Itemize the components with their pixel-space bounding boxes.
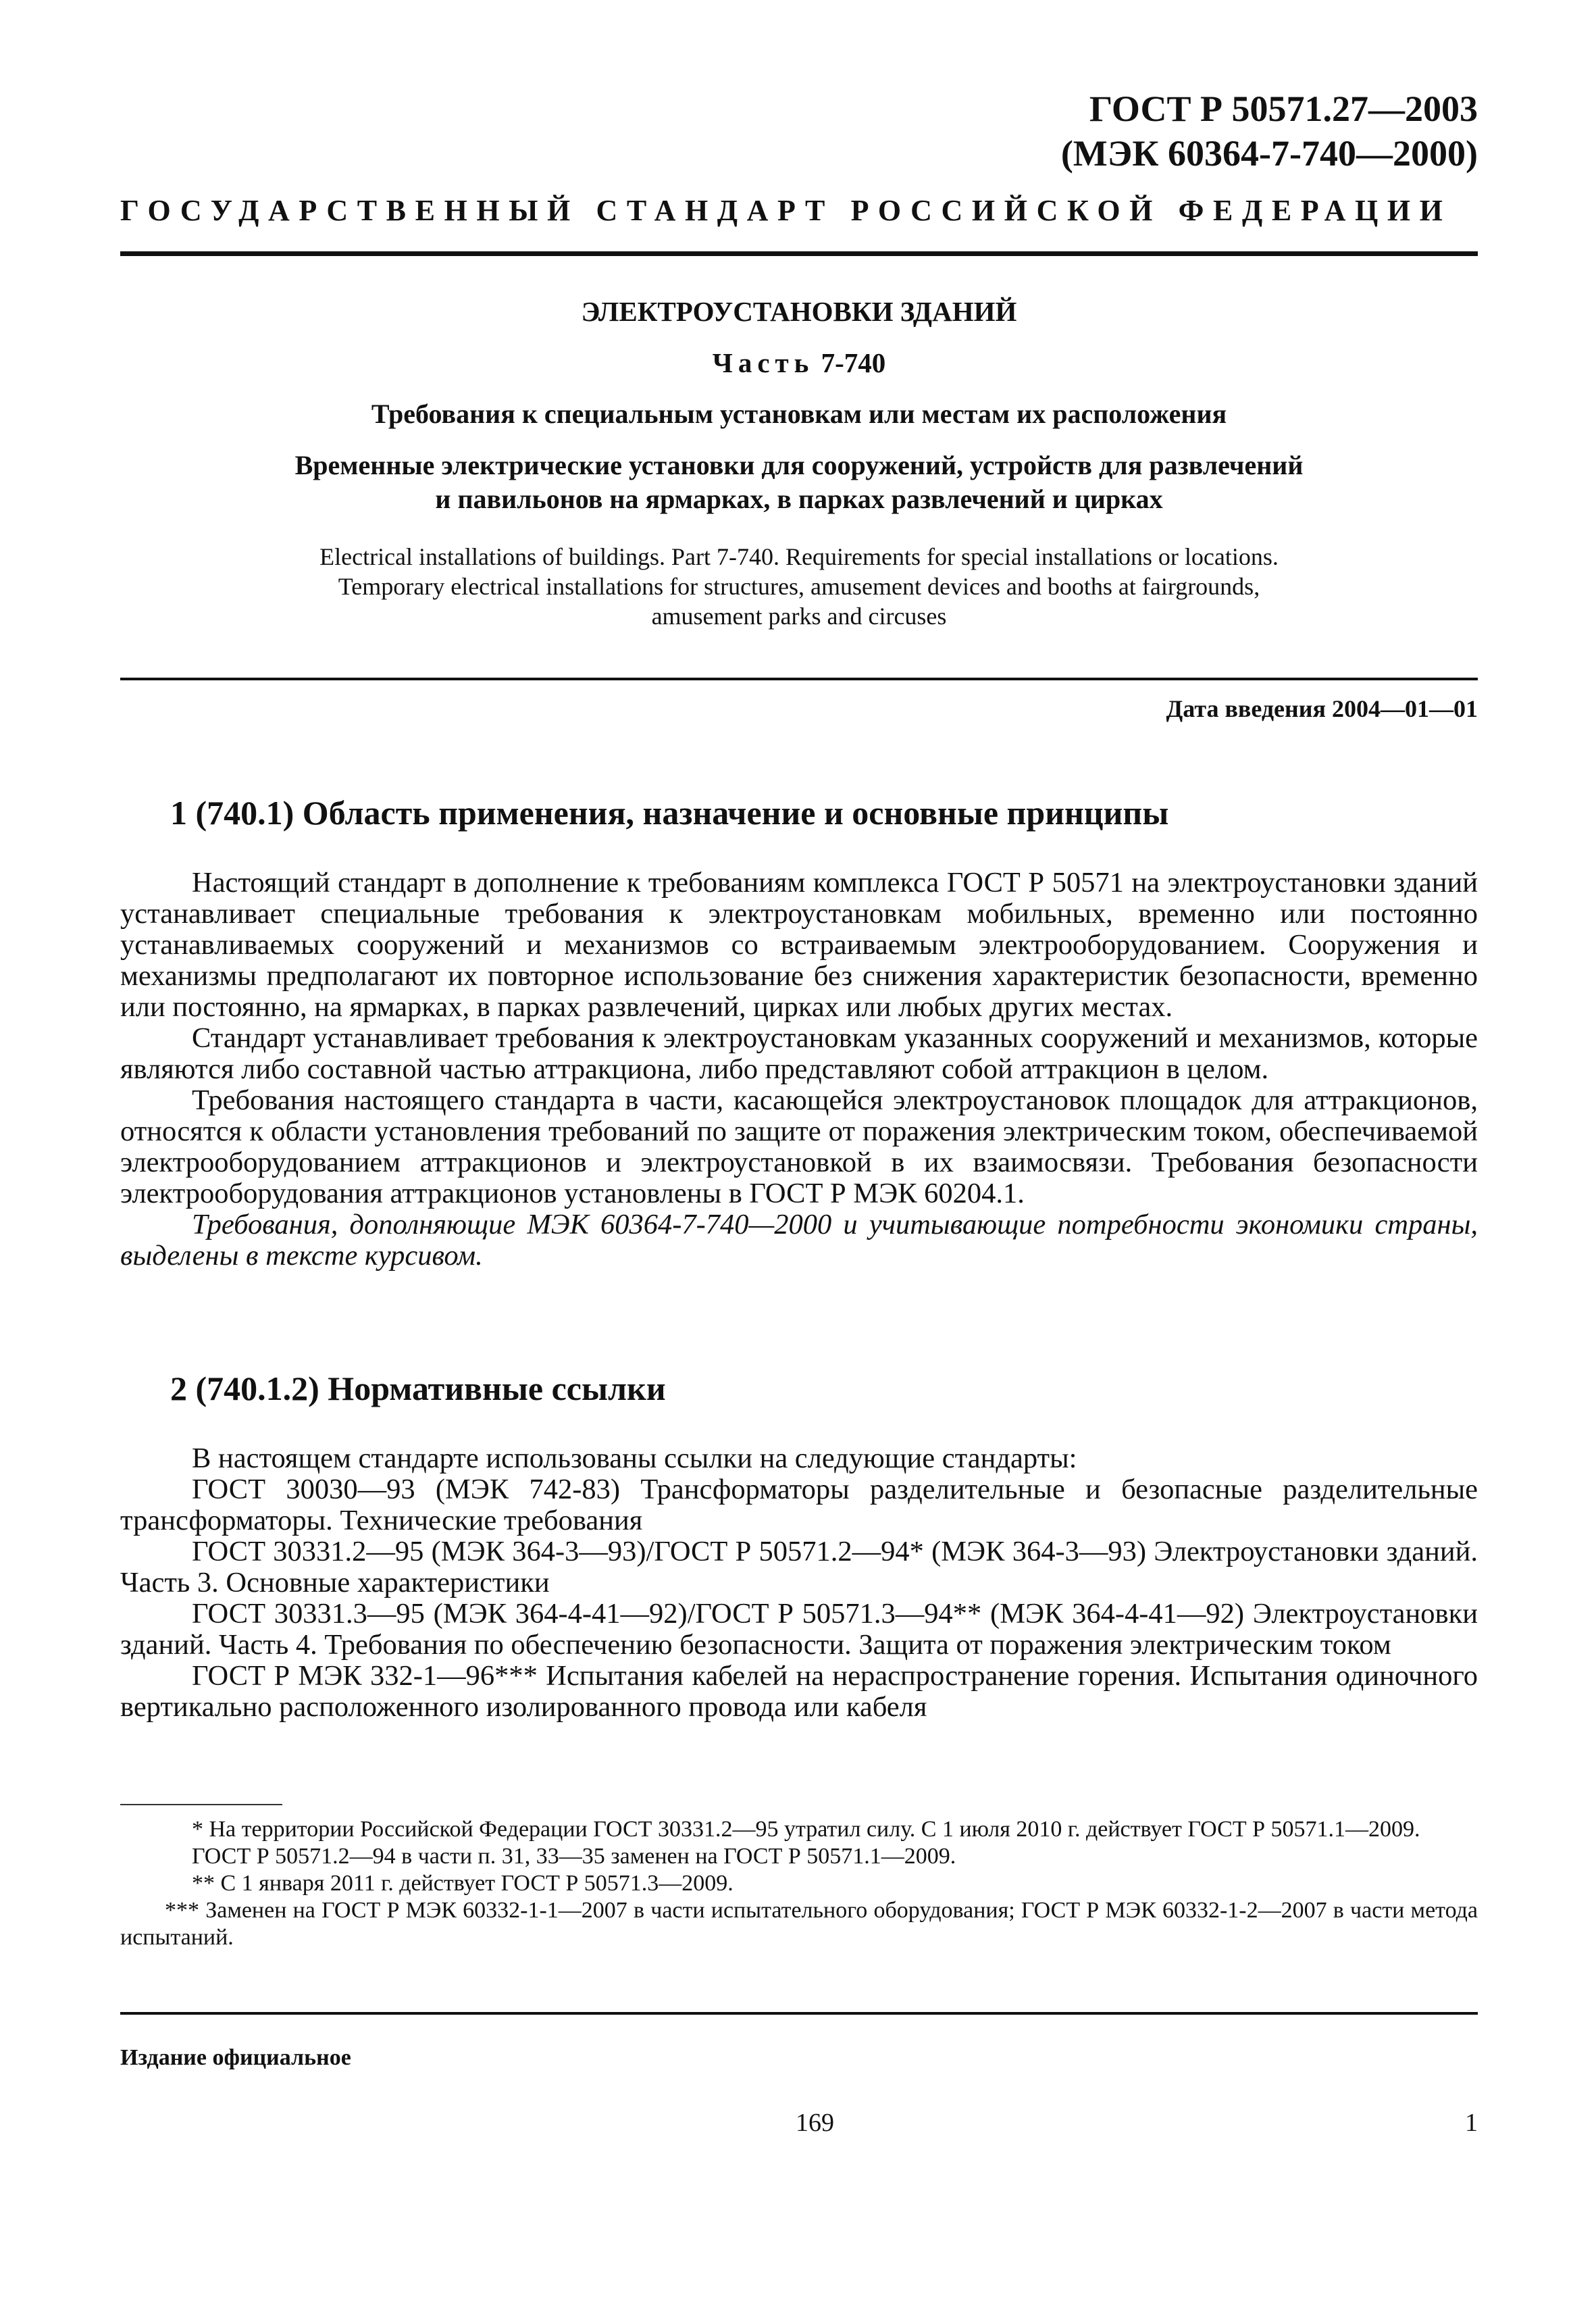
footnote: ГОСТ Р 50571.2—94 в части п. 31, 33—35 заменен на ГОСТ Р 50571.1—2009.	[192, 1844, 956, 1869]
document-page	[120, 0, 1478, 2314]
reference-item: ГОСТ Р МЭК 332-1—96*** Испытания кабелей на нераспространение горения. Испытания одиночного вертикально расположенного изолированного провода или кабеля	[120, 1660, 1478, 1723]
date-of-introduction: Дата введения 2004—01—01	[1166, 695, 1478, 722]
header-divider	[120, 251, 1478, 256]
part-word: Часть	[712, 347, 815, 378]
paragraph: Требования настоящего стандарта в части, касающейся электроустановок площадок для аттракционов, относятся к области установления требований по защите от поражения электрическим током, обеспечиваемой электрооборудованием аттракционов и электроустановкой в их взаимосвязи. Требования безопасности электрооборудования аттракционов установлены в ГОСТ Р МЭК 60204.1.	[120, 1084, 1478, 1209]
standard-code-gost: ГОСТ Р 50571.27—2003	[1089, 89, 1478, 129]
section-2-heading: 2 (740.1.2) Нормативные ссылки	[170, 1369, 666, 1407]
reference-item: ГОСТ 30331.3—95 (МЭК 364-4-41—92)/ГОСТ Р 50571.3—94** (МЭК 364-4-41—92) Электроустановки зданий. Часть 4. Требования по обеспечению безопасности. Защита от поражения электрическим током	[120, 1598, 1478, 1661]
page-number: 169	[796, 2109, 834, 2137]
reference-item: ГОСТ 30331.2—95 (МЭК 364-3—93)/ГОСТ Р 50571.2—94* (МЭК 364-3—93) Электроустановки зданий. Часть 3. Основные характеристики	[120, 1536, 1478, 1599]
page-sequence: 1	[1465, 2109, 1478, 2137]
english-title-line2: Temporary electrical installations for structures, amusement devices and booths at fairgrounds,	[338, 573, 1260, 600]
paragraph: Настоящий стандарт в дополнение к требованиям комплекса ГОСТ Р 50571 на электроустановки зданий устанавливает специальные требования к электроустановкам мобильных, временно или постоянно устанавливаемых сооружений и механизмов со встраиваемым электрооборудованием. Сооружения и механизмы предполагают их повторное использование без снижения характеристик безопасности, временно или постоянно, на ярмарках, в парках развлечений, цирках или любых других местах.	[120, 867, 1478, 1023]
footnote: * На территории Российской Федерации ГОСТ 30331.2—95 утратил силу. С 1 июля 2010 г. действует ГОСТ Р 50571.1—2009.	[192, 1817, 1420, 1842]
reference-item: ГОСТ 30030—93 (МЭК 742-83) Трансформаторы разделительные и безопасные разделительные трансформаторы. Технические требования	[120, 1474, 1478, 1536]
footnote: *** Заменен на ГОСТ Р МЭК 60332-1-1—2007 в части испытательного оборудования; ГОСТ Р МЭК 60332-1-2—2007 в части метода испытаний.	[120, 1898, 1478, 1950]
title-block	[120, 295, 1478, 631]
section-1-body	[120, 867, 1478, 1272]
main-title: ЭЛЕКТРОУСТАНОВКИ ЗДАНИЙ	[581, 296, 1017, 327]
official-edition-label: Издание официальное	[120, 2045, 351, 2070]
paragraph: Стандарт устанавливает требования к электроустановкам указанных сооружений и механизмов, которые являются либо составной частью аттракциона, либо представляют собой аттракцион в целом.	[120, 1022, 1478, 1085]
english-title-line1: Electrical installations of buildings. Part 7-740. Requirements for special installations or locations.	[319, 543, 1279, 570]
footnotes	[120, 1816, 1478, 1951]
section-2-body	[120, 1443, 1478, 1723]
footnote: ** С 1 января 2011 г. действует ГОСТ Р 50571.3—2009.	[192, 1871, 733, 1896]
part-title	[120, 346, 1478, 380]
paragraph: В настоящем стандарте использованы ссылки на следующие стандарты:	[192, 1442, 1077, 1474]
title-divider	[120, 678, 1478, 680]
standard-code-iec: (МЭК 60364-7-740—2000)	[1060, 133, 1478, 174]
section-1-heading: 1 (740.1) Область применения, назначение и основные принципы	[170, 794, 1169, 832]
english-title	[120, 542, 1478, 631]
requirements-title: Требования к специальным установкам или местам их расположения	[371, 399, 1227, 429]
state-standard-banner: ГОСУДАРСТВЕННЫЙ СТАНДАРТ РОССИЙСКОЙ ФЕДЕРАЦИИ	[120, 194, 1452, 227]
footer-divider	[120, 2012, 1478, 2015]
part-number: 7-740	[821, 347, 886, 378]
temporary-title-line2: и павильонов на ярмарках, в парках развлечений и цирках	[435, 484, 1163, 514]
temporary-title	[120, 449, 1478, 516]
english-title-line3: amusement parks and circuses	[651, 603, 947, 630]
italic-note: Требования, дополняющие МЭК 60364-7-740—2000 и учитывающие потребности экономики страны, выделены в тексте курсивом.	[120, 1209, 1478, 1272]
standard-code	[1061, 86, 1478, 176]
temporary-title-line1: Временные электрические установки для сооружений, устройств для развлечений	[294, 450, 1304, 480]
footnote-divider	[120, 1804, 282, 1805]
